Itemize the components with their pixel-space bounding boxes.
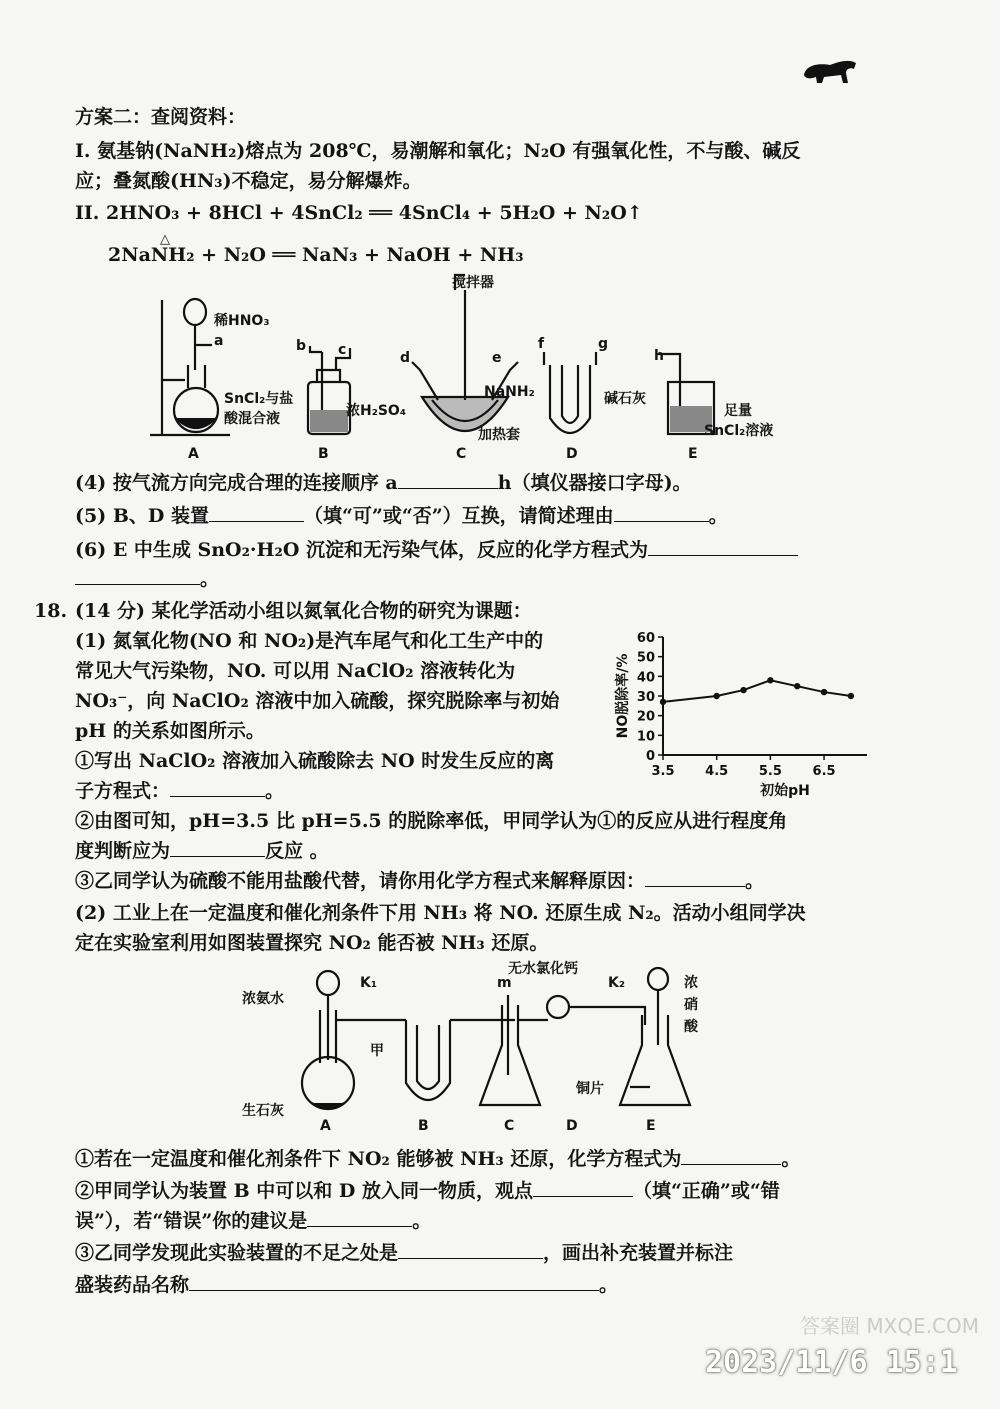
label-a-port: a bbox=[214, 333, 224, 349]
data-point bbox=[713, 693, 719, 699]
label-a-flask: SnCl₂与盐 bbox=[224, 391, 294, 407]
q18-p1-line2: 常见大气污染物，NO. 可以用 NaClO₂ 溶液转化为 bbox=[75, 660, 516, 682]
watermark: 答案圈 MXQE.COM bbox=[800, 1314, 980, 1338]
apparatus-diagram-1 bbox=[150, 270, 800, 465]
label-d-port2: g bbox=[598, 336, 609, 352]
label-cacl2: 无水氯化钙 bbox=[508, 961, 578, 977]
data-point bbox=[794, 683, 800, 689]
label-nitric-2: 硝 bbox=[684, 997, 698, 1013]
answer-blank-18-7[interactable] bbox=[398, 1240, 543, 1259]
q18-p2-line2: 定在实验室利用如图装置探究 NO₂ 能否被 NH₃ 还原。 bbox=[75, 932, 549, 954]
label-k2: K₂ bbox=[608, 975, 625, 991]
label-app2-a: A bbox=[320, 1118, 331, 1134]
y-tick-label: 0 bbox=[645, 749, 655, 764]
label-nitric-1: 浓 bbox=[684, 975, 698, 991]
label-k1: K₁ bbox=[360, 975, 377, 991]
q18-s1-line2: 子方程式： 。 bbox=[75, 780, 285, 802]
question-6: (6) E 中生成 SnO₂·H₂O 沉淀和无污染气体，反应的化学方程式为 bbox=[75, 537, 798, 563]
label-c-solid: NaNH₂ bbox=[484, 384, 535, 400]
label-app2-d: D bbox=[566, 1118, 578, 1134]
data-point bbox=[740, 687, 746, 693]
label-a-flask2: 酸混合液 bbox=[224, 411, 280, 427]
label-app2-c: C bbox=[504, 1118, 515, 1134]
label-c-heater: 加热套 bbox=[478, 427, 520, 443]
data-point bbox=[660, 699, 666, 705]
label-ammonia: 浓氨水 bbox=[242, 991, 284, 1007]
label-b-liquid: 浓H₂SO₄ bbox=[346, 403, 406, 419]
y-tick-label: 30 bbox=[636, 690, 655, 705]
q18-t1: ①若在一定温度和催化剂条件下 NO₂ 能够被 NH₃ 还原，化学方程式为 。 bbox=[75, 1148, 801, 1170]
q18-p1-line1: (1) 氮氧化物(NO 和 NO₂)是汽车尾气和化工生产中的 bbox=[75, 630, 544, 652]
removal-rate-chart bbox=[605, 625, 875, 800]
answer-blank-18-1[interactable] bbox=[170, 778, 265, 797]
q18-s2-line1: ②由图可知，pH=3.5 比 pH=5.5 的脱除率低，甲同学认为①的反应从进行程度角 bbox=[75, 810, 788, 832]
question-4: (4) 按气流方向完成合理的连接顺序 a h（填仪器接口字母)。 bbox=[75, 472, 692, 494]
label-b-port1: b bbox=[296, 338, 307, 354]
label-lime: 生石灰 bbox=[242, 1103, 284, 1119]
info-i-line2: 应；叠氮酸(HN₃)不稳定，易分解爆炸。 bbox=[75, 170, 422, 192]
y-tick-label: 20 bbox=[636, 709, 655, 725]
q18-s3: ③乙同学认为硫酸不能用盐酸代替，请你用化学方程式来解释原因： 。 bbox=[75, 870, 765, 892]
q18-p2-line1: (2) 工业上在一定温度和催化剂条件下用 NH₃ 将 NO. 还原生成 N₂。活动小组同学决 bbox=[75, 902, 806, 924]
y-tick-label: 10 bbox=[636, 729, 655, 745]
label-m: m bbox=[497, 975, 512, 991]
answer-blank-6b[interactable] bbox=[75, 566, 200, 585]
label-e-port: h bbox=[654, 348, 664, 364]
data-point bbox=[821, 689, 827, 695]
data-point bbox=[767, 677, 773, 683]
x-tick-label: 4.5 bbox=[705, 764, 729, 779]
q18-t3-line1: ③乙同学发现此实验装置的不足之处是 ，画出补充装置并标注 bbox=[75, 1242, 734, 1264]
label-c: C bbox=[456, 446, 467, 462]
label-e-liquid2: SnCl₂溶液 bbox=[704, 423, 774, 439]
answer-blank-4[interactable] bbox=[398, 470, 498, 489]
x-tick-label: 6.5 bbox=[812, 764, 836, 779]
answer-blank-5b[interactable] bbox=[614, 503, 709, 522]
data-point bbox=[848, 693, 854, 699]
x-tick-label: 3.5 bbox=[651, 764, 675, 779]
q18-p1-line4: pH 的关系如图所示。 bbox=[75, 720, 265, 742]
label-e: E bbox=[688, 446, 698, 462]
equation-ii-2: 2NaNH₂ + N₂O ══ NaN₃ + NaOH + NH₃ bbox=[108, 244, 524, 266]
label-a: A bbox=[188, 446, 199, 462]
photo-timestamp: 2023/11/6 15:1 bbox=[705, 1345, 958, 1380]
q18-t2-line2: 误”），若“错误”你的建议是 。 bbox=[75, 1210, 432, 1232]
label-c-port1: d bbox=[400, 350, 411, 366]
label-nitric-3: 酸 bbox=[684, 1019, 698, 1035]
x-tick-label: 5.5 bbox=[758, 764, 782, 779]
q18-p1-line3: NO₃⁻，向 NaClO₂ 溶液中加入硫酸，探究脱除率与初始 bbox=[75, 690, 560, 712]
label-a-funnel: 稀HNO₃ bbox=[214, 313, 270, 329]
q18-t3-line2: 盛装药品名称 。 bbox=[75, 1274, 619, 1296]
heat-condition: △ bbox=[160, 232, 170, 247]
heading: 方案二：查阅资料： bbox=[75, 106, 247, 128]
label-e-liquid: 足量 bbox=[724, 403, 752, 419]
answer-blank-18-4[interactable] bbox=[681, 1146, 781, 1165]
y-tick-label: 60 bbox=[636, 631, 655, 646]
label-d-port1: f bbox=[538, 336, 545, 352]
question-5: (5) B、D 装置 （填“可”或“否”）互换，请简述理由 。 bbox=[75, 505, 728, 527]
question-18-number: 18. bbox=[34, 600, 68, 622]
bull-logo-icon bbox=[800, 55, 860, 87]
y-axis-label: NO脱除率/% bbox=[615, 653, 631, 739]
label-c-stirrer: 搅拌器 bbox=[452, 275, 494, 291]
answer-blank-6a[interactable] bbox=[648, 537, 798, 556]
label-b-port2: c bbox=[338, 342, 347, 358]
label-app2-e: E bbox=[646, 1118, 656, 1134]
question-6-cont: 。 bbox=[75, 566, 219, 592]
x-axis-label: 初始pH bbox=[760, 783, 810, 799]
question-18-title: (14 分) 某化学活动小组以氮氧化合物的研究为课题： bbox=[75, 600, 532, 622]
answer-blank-18-8[interactable] bbox=[189, 1272, 599, 1291]
answer-blank-18-3[interactable] bbox=[645, 868, 745, 887]
label-d: D bbox=[566, 446, 578, 462]
answer-blank-18-6[interactable] bbox=[307, 1208, 412, 1227]
q18-s2-line2: 度判断应为 反应 。 bbox=[75, 840, 329, 862]
label-b: B bbox=[318, 446, 329, 462]
answer-blank-18-5[interactable] bbox=[533, 1178, 633, 1197]
answer-blank-5a[interactable] bbox=[209, 503, 304, 522]
label-d-solid: 碱石灰 bbox=[604, 391, 646, 407]
label-c-port2: e bbox=[492, 350, 502, 366]
info-i-line1: I. 氨基钠(NaNH₂)熔点为 208℃，易潮解和氧化；N₂O 有强氧化性，不与酸、碱反 bbox=[75, 140, 801, 162]
y-tick-label: 40 bbox=[636, 670, 655, 686]
label-jia: 甲 bbox=[370, 1043, 384, 1059]
q18-s1-line1: ①写出 NaClO₂ 溶液加入硫酸除去 NO 时发生反应的离 bbox=[75, 750, 555, 772]
q18-t2-line1: ②甲同学认为装置 B 中可以和 D 放入同一物质，观点 （填“正确”或“错 bbox=[75, 1180, 780, 1202]
answer-blank-18-2[interactable] bbox=[170, 838, 265, 857]
equation-ii-1: II. 2HNO₃ + 8HCl + 4SnCl₂ ══ 4SnCl₄ + 5H₂O + N₂O↑ bbox=[75, 202, 643, 224]
label-app2-b: B bbox=[418, 1118, 429, 1134]
y-tick-label: 50 bbox=[636, 650, 655, 666]
label-copper: 铜片 bbox=[576, 1081, 604, 1097]
